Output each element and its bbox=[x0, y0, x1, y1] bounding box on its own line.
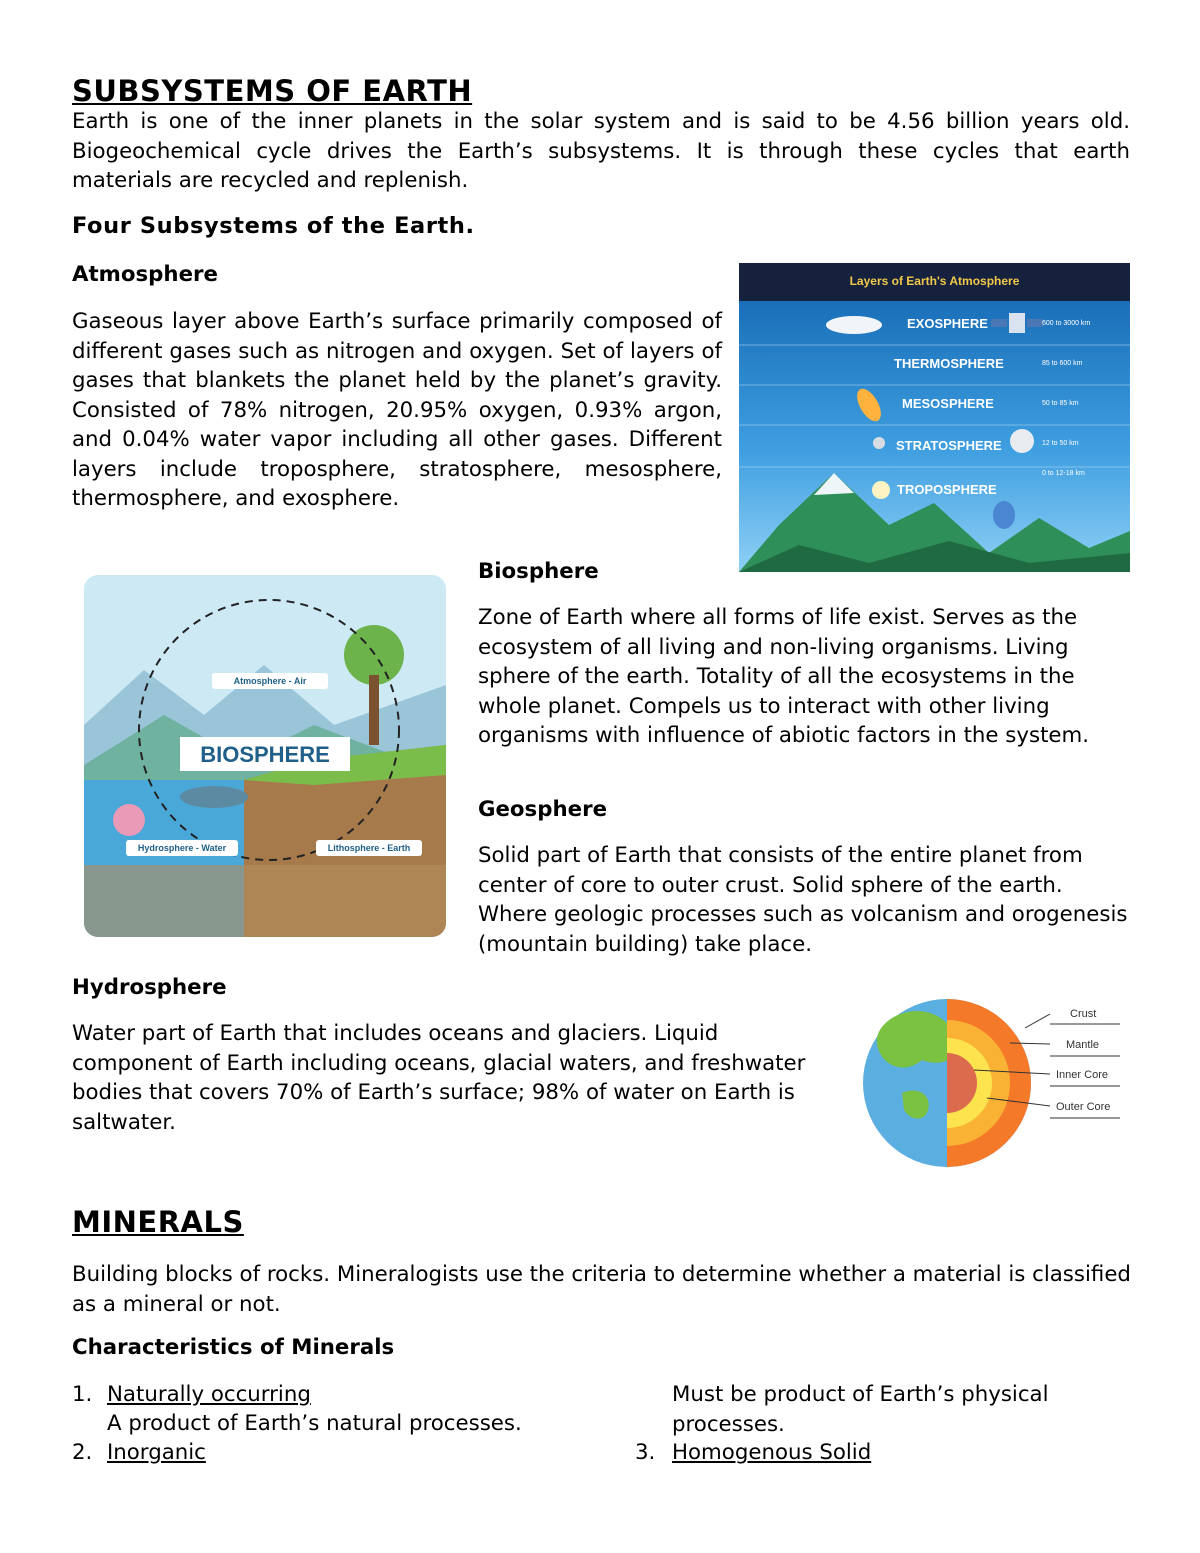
label-atmosphere-air: Atmosphere - Air bbox=[212, 673, 328, 689]
atmosphere-heading: Atmosphere bbox=[72, 262, 218, 287]
layer-label-exosphere: EXOSPHERE bbox=[907, 316, 988, 331]
list-item-number-3: 3. bbox=[635, 1440, 656, 1465]
geosphere-paragraph: Solid part of Earth that consists of the entire planet from center of core to outer crust. Solid sphere of the earth. Where geologic processes such as volcanism and orogenesis (mountain building) take place. bbox=[478, 843, 1128, 957]
list-item-number-2: 2. bbox=[72, 1440, 93, 1465]
earth-layers-figure bbox=[862, 998, 1130, 1168]
list-item-title-3: Homogenous Solid bbox=[672, 1440, 872, 1465]
list-item-number-1: 1. bbox=[72, 1382, 93, 1407]
intro-paragraph: Earth is one of the inner planets in the solar system and is said to be 4.56 billion years old. Biogeochemical cycle drives the Earth’s subsystems. It is through these cycles that earth materials are recycled and replenish. bbox=[72, 109, 1130, 193]
layer-label-thermosphere: THERMOSPHERE bbox=[894, 356, 1004, 371]
label-lithosphere-earth: Lithosphere - Earth bbox=[316, 840, 422, 856]
list-item-title-1: Naturally occurring bbox=[107, 1382, 311, 1407]
atmosphere-figure-title: Layers of Earth's Atmosphere bbox=[849, 274, 1020, 288]
atmosphere-paragraph: Gaseous layer above Earth’s surface primarily composed of different gases such as nitrogen and oxygen. Set of layers of gases that blankets the planet held by the planet’s gravity. Consisted of 78% nitrogen, 20.95% oxygen, 0.93% argon, and 0.04% water vapor including all other gases. Different layers include troposphere, stratosphere, mesosphere, thermosphere, and exosphere. bbox=[72, 309, 722, 511]
hydrosphere-paragraph: Water part of Earth that includes oceans and glaciers. Liquid component of Earth including oceans, glacial waters, and freshwater bodies that covers 70% of Earth’s surface; 98% of water on Earth is saltwater. bbox=[72, 1021, 806, 1135]
layer-range-thermosphere: 85 to 600 km bbox=[1042, 360, 1083, 367]
geosphere-heading: Geosphere bbox=[478, 797, 608, 822]
list-item-desc-1: A product of Earth’s natural processes. bbox=[107, 1411, 522, 1436]
minerals-subheading: Characteristics of Minerals bbox=[72, 1335, 395, 1360]
hydrosphere-heading: Hydrosphere bbox=[72, 975, 227, 1000]
list-item-desc-2: Must be product of Earth’s physical processes. bbox=[672, 1382, 1049, 1437]
list-item-title-2: Inorganic bbox=[107, 1440, 206, 1465]
layer-label-stratosphere: STRATOSPHERE bbox=[896, 438, 1002, 453]
biosphere-figure-title: BIOSPHERE bbox=[200, 742, 330, 767]
layer-range-exosphere: 600 to 3000 km bbox=[1042, 320, 1091, 327]
minerals-heading: MINERALS bbox=[72, 1205, 244, 1239]
layer-label-troposphere: TROPOSPHERE bbox=[897, 482, 997, 497]
earth-label-outer-core: Outer Core bbox=[1056, 1101, 1111, 1113]
layer-range-stratosphere: 12 to 50 km bbox=[1042, 440, 1079, 447]
earth-label-crust: Crust bbox=[1070, 1008, 1097, 1020]
minerals-intro: Building blocks of rocks. Mineralogists use the criteria to determine whether a material is classified as a mineral or not. bbox=[72, 1262, 1131, 1317]
layer-label-mesosphere: MESOSPHERE bbox=[902, 396, 994, 411]
atmosphere-layers-figure bbox=[739, 263, 1130, 572]
earth-label-inner-core: Inner Core bbox=[1056, 1069, 1108, 1081]
label-hydrosphere-water: Hydrosphere - Water bbox=[126, 840, 238, 856]
layer-range-troposphere: 0 to 12-18 km bbox=[1042, 470, 1085, 477]
earth-label-mantle: Mantle bbox=[1066, 1039, 1100, 1051]
biosphere-figure bbox=[84, 575, 446, 937]
page-title: SUBSYSTEMS OF EARTH bbox=[72, 74, 473, 108]
biosphere-heading: Biosphere bbox=[478, 559, 599, 584]
section-subtitle: Four Subsystems of the Earth. bbox=[72, 213, 475, 239]
layer-range-mesosphere: 50 to 85 km bbox=[1042, 400, 1079, 407]
biosphere-paragraph: Zone of Earth where all forms of life exist. Serves as the ecosystem of all living and non-living organisms. Living sphere of the earth. Totality of all the ecosystems in the whole planet. Compels us to interact with other living organisms with influence of abiotic factors in the system. bbox=[478, 605, 1090, 748]
